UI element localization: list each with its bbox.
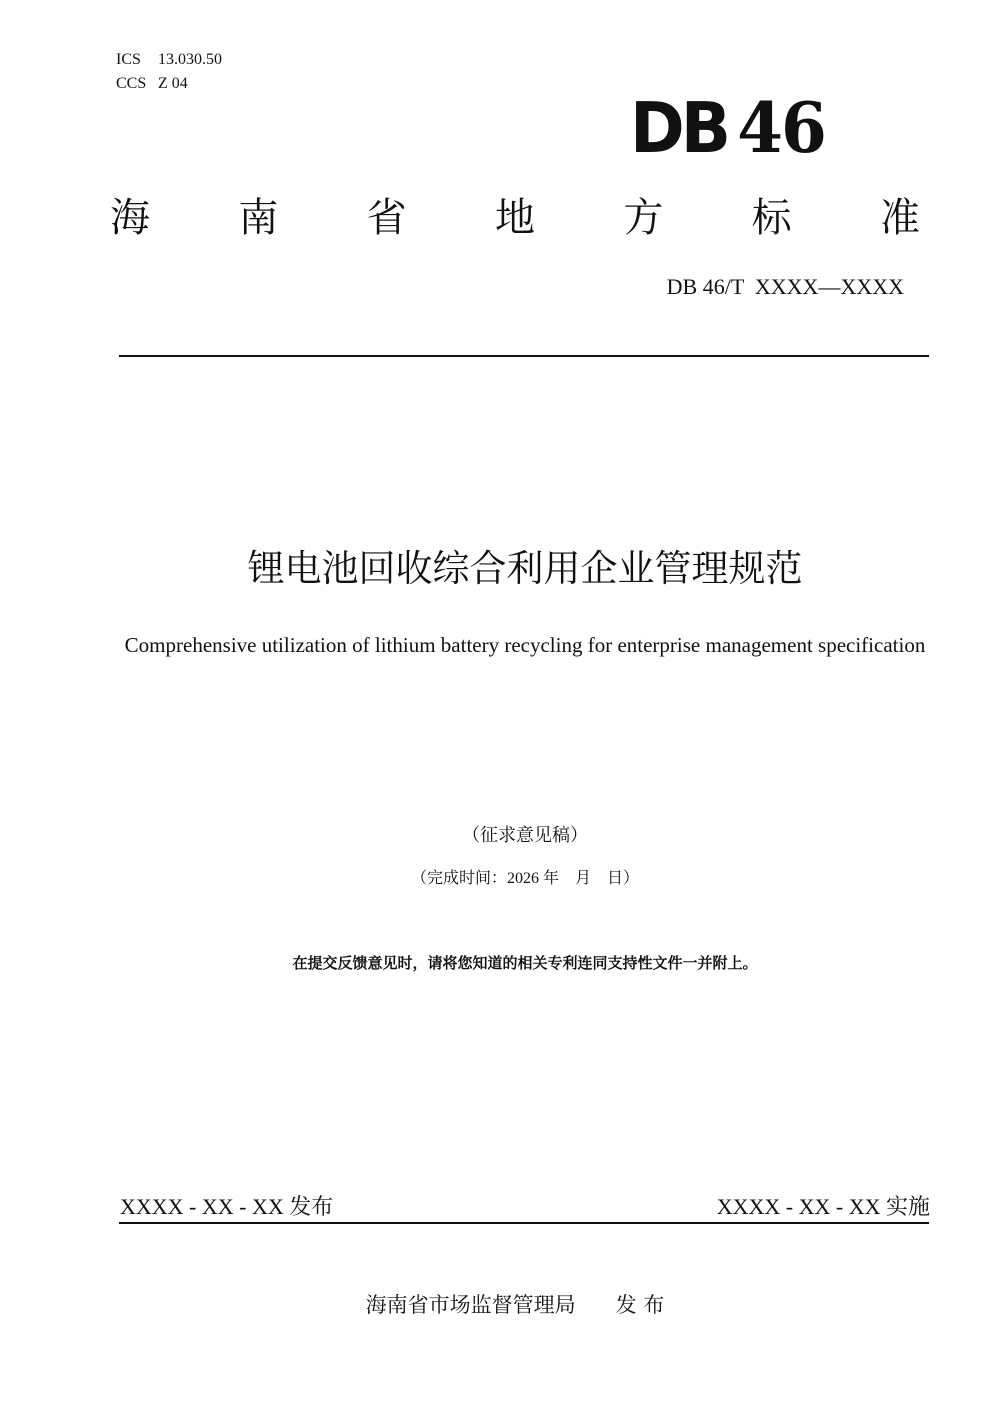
completion-time: （完成时间：2026 年 月 日） [410, 870, 639, 887]
title-char: 地 [494, 195, 535, 241]
patent-note: 在提交反馈意见时，请将您知道的相关专利连同支持性文件一并附上。 [292, 954, 758, 972]
implementation-date: XXXX - XX - XX 实施 [716, 1194, 930, 1219]
classification-codes [116, 48, 222, 96]
issue-date: XXXX - XX - XX 发布 [120, 1194, 334, 1219]
logo-db: DB [630, 88, 728, 169]
title-char: 方 [623, 195, 664, 241]
document-title-zh: 锂电池回收综合利用企业管理规范 [247, 547, 803, 590]
title-char: 海 [110, 195, 150, 241]
footer-divider [119, 1222, 929, 1224]
ics-code [116, 48, 222, 72]
draft-label: （征求意见稿） [462, 825, 588, 846]
title-char: 省 [366, 195, 407, 241]
document-title-en: Comprehensive utilization of lithium battery recycling for enterprise management specification [124, 633, 926, 657]
standard-type-title [110, 190, 920, 246]
publisher: 海南省市场监督管理局 发 布 [365, 1293, 665, 1317]
ics-value: 13.030.50 [158, 51, 222, 68]
db-standard-logo [630, 86, 825, 171]
standard-number: DB 46/T XXXX—XXXX [666, 274, 904, 299]
ccs-value: Z 04 [158, 75, 188, 92]
title-char: 南 [238, 195, 279, 241]
ics-label: ICS [116, 51, 141, 68]
title-char: 准 [879, 195, 920, 241]
logo-number: 46 [737, 87, 825, 169]
title-char: 标 [751, 195, 792, 241]
ccs-label: CCS [116, 75, 147, 92]
header-divider [119, 355, 929, 357]
ccs-code [116, 72, 222, 96]
